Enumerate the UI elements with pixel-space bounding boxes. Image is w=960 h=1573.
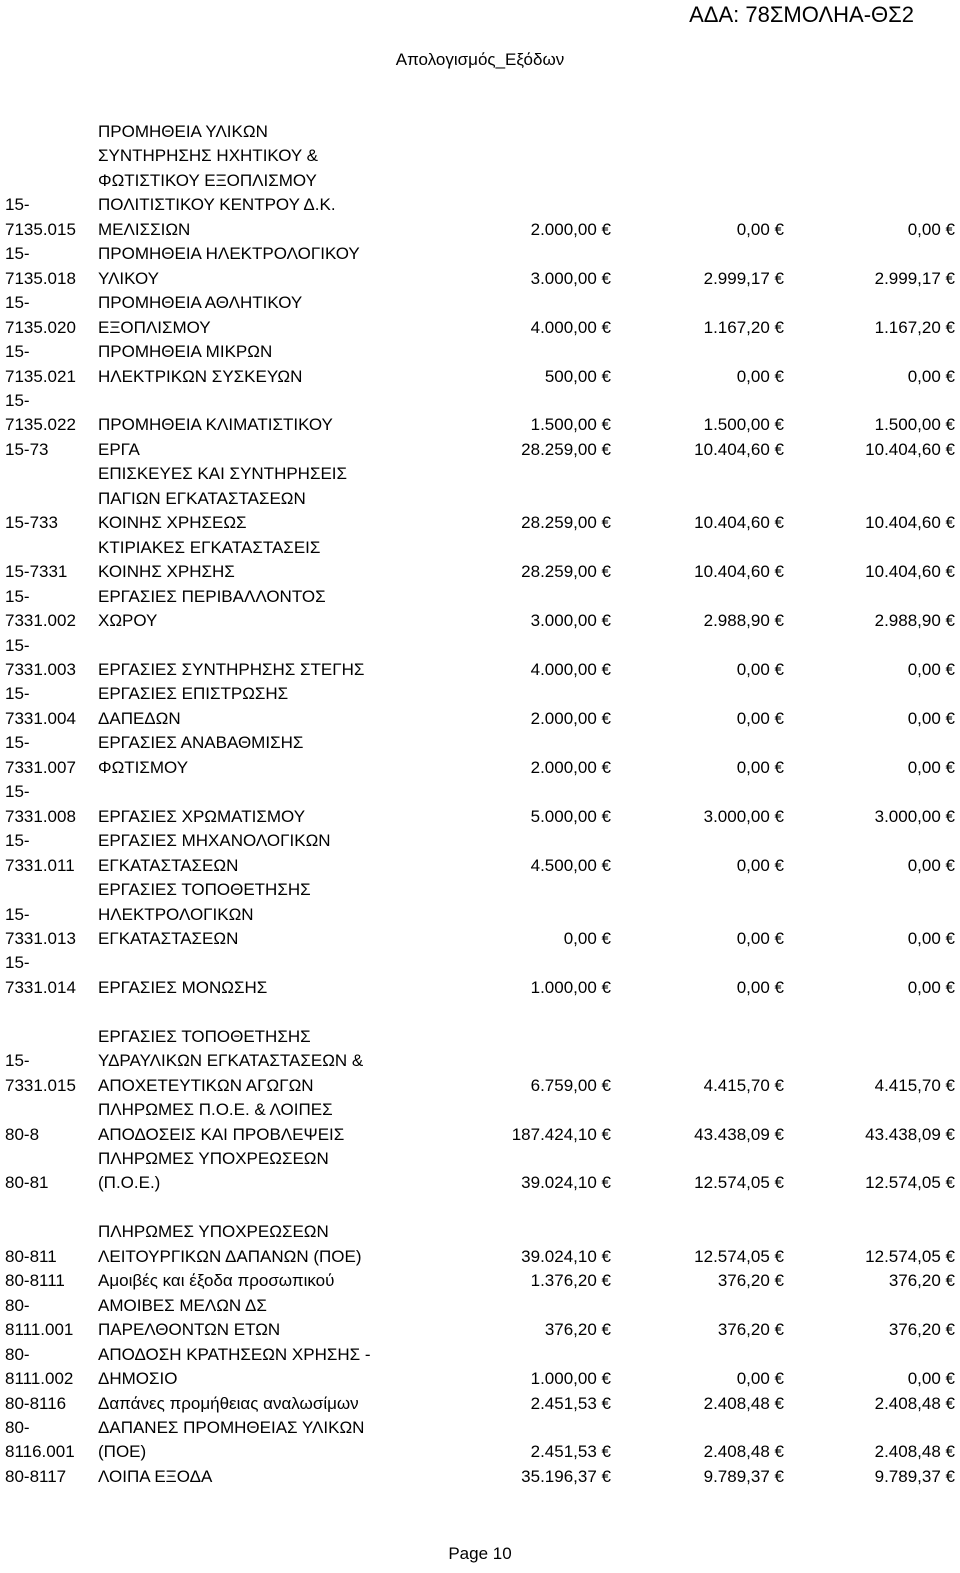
account-description: ΛΟΙΠΑ ΕΞΟΔΑ xyxy=(98,1466,213,1486)
table-row xyxy=(5,1147,955,1196)
commitment-amount: 0,00 € xyxy=(611,829,784,878)
table-row xyxy=(5,1416,955,1465)
table-row xyxy=(5,878,955,951)
ada-code: ΑΔΑ: 78ΣΜΟΛΗΑ-ΘΣ2 xyxy=(689,2,914,27)
account-description: ΚΤΙΡΙΑΚΕΣ ΕΓΚΑΤΑΣΤΑΣΕΙΣ ΚΟΙΝΗΣ ΧΡΗΣΗΣ xyxy=(98,537,321,582)
payment-amount: 2.408,48 € xyxy=(784,1416,955,1465)
budget-amount: 3.000,00 € xyxy=(428,242,611,291)
account-description: ΠΛΗΡΩΜΕΣ ΥΠΟΧΡΕΩΣΕΩΝ (Π.Ο.Ε.) xyxy=(98,1149,329,1193)
table-row xyxy=(5,120,955,242)
budget-amount: 1.000,00 € xyxy=(428,951,611,1000)
account-description: ΕΡΓΑΣΙΕΣ ΠΕΡΙΒΑΛΛΟΝΤΟΣ ΧΩΡΟΥ xyxy=(98,586,326,631)
account-code: 15- 7331.003 xyxy=(5,635,76,679)
account-description: ΕΡΓΑΣΙΕΣ ΤΟΠΟΘΕΤΗΣΗΣ ΥΔΡΑΥΛΙΚΩΝ ΕΓΚΑΤΑΣΤΑΣΕΩΝ & ΑΠΟΧΕΤΕΥΤΙΚΩΝ ΑΓΩΓΩΝ xyxy=(98,1026,364,1095)
table-row xyxy=(5,1098,955,1147)
payment-amount: 0,00 € xyxy=(784,731,955,780)
table-row xyxy=(5,634,955,683)
spacer-row xyxy=(5,1000,955,1024)
table-row xyxy=(5,536,955,585)
account-description: ΕΡΓΑΣΙΕΣ ΧΡΩΜΑΤΙΣΜΟΥ xyxy=(98,806,306,826)
account-description: ΔΑΠΑΝΕΣ ΠΡΟΜΗΘΕΙΑΣ ΥΛΙΚΩΝ (ΠΟΕ) xyxy=(98,1417,365,1462)
account-code: 15- 7135.022 xyxy=(5,390,76,435)
account-description: ΕΡΓΑΣΙΕΣ ΤΟΠΟΘΕΤΗΣΗΣ ΗΛΕΚΤΡΟΛΟΓΙΚΩΝ ΕΓΚΑΤΑΣΤΑΣΕΩΝ xyxy=(98,880,311,948)
account-description: ΕΠΙΣΚΕΥΕΣ ΚΑΙ ΣΥΝΤΗΡΗΣΕΙΣ ΠΑΓΙΩΝ ΕΓΚΑΤΑΣΤΑΣΕΩΝ ΚΟΙΝΗΣ ΧΡΗΣΕΩΣ xyxy=(98,464,348,533)
table-row xyxy=(5,340,955,389)
account-code: 80-811 xyxy=(5,1246,57,1266)
account-code: 15- 7331.007 xyxy=(5,733,76,777)
payment-amount: 0,00 € xyxy=(784,634,955,683)
account-code: 80- 8116.001 xyxy=(5,1417,75,1462)
payment-amount: 9.789,37 € xyxy=(784,1465,955,1489)
payment-amount: 0,00 € xyxy=(784,829,955,878)
table-row xyxy=(5,780,955,829)
spacer-cell xyxy=(5,1196,955,1220)
budget-amount: 4.500,00 € xyxy=(428,829,611,878)
commitment-amount: 9.789,37 € xyxy=(611,1465,784,1489)
account-description: ΠΛΗΡΩΜΕΣ Π.Ο.Ε. & ΛΟΙΠΕΣ ΑΠΟΔΟΣΕΙΣ ΚΑΙ ΠΡΟΒΛΕΨΕΙΣ xyxy=(98,1100,345,1144)
budget-amount: 5.000,00 € xyxy=(428,780,611,829)
budget-amount: 2.451,53 € xyxy=(428,1416,611,1465)
table-row xyxy=(5,462,955,535)
budget-amount: 376,20 € xyxy=(428,1294,611,1343)
account-code: 15-73 xyxy=(5,439,49,459)
account-description: Αμοιβές και έξοδα προσωπικού xyxy=(98,1271,335,1291)
payment-amount: 12.574,05 € xyxy=(784,1220,955,1269)
account-code: 80-8 xyxy=(5,1124,40,1144)
budget-amount: 2.000,00 € xyxy=(428,120,611,242)
account-code: 15- 7331.011 xyxy=(5,831,75,875)
commitment-amount: 2.408,48 € xyxy=(611,1416,784,1465)
budget-amount: 2.451,53 € xyxy=(428,1392,611,1416)
spacer-row xyxy=(5,1196,955,1220)
commitment-amount: 2.999,17 € xyxy=(611,242,784,291)
account-code: 80-8117 xyxy=(5,1466,67,1486)
account-code: 15-733 xyxy=(5,513,58,533)
budget-amount: 6.759,00 € xyxy=(428,1025,611,1098)
account-code: 15- 7135.021 xyxy=(5,342,76,386)
budget-amount: 1.500,00 € xyxy=(428,389,611,438)
account-description: ΠΡΟΜΗΘΕΙΑ ΚΛΙΜΑΤΙΣΤΙΚΟΥ xyxy=(98,415,333,435)
commitment-amount: 0,00 € xyxy=(611,634,784,683)
page-number: Page 10 xyxy=(448,1544,512,1563)
table-row xyxy=(5,1269,955,1293)
account-description: Δαπάνες προμήθειας αναλωσίμων xyxy=(98,1393,359,1413)
payment-amount: 12.574,05 € xyxy=(784,1147,955,1196)
payment-amount: 0,00 € xyxy=(784,951,955,1000)
commitment-amount: 0,00 € xyxy=(611,1343,784,1392)
table-row xyxy=(5,1465,955,1489)
commitment-amount: 376,20 € xyxy=(611,1294,784,1343)
commitment-amount: 376,20 € xyxy=(611,1269,784,1293)
budget-amount: 35.196,37 € xyxy=(428,1465,611,1489)
commitment-amount: 4.415,70 € xyxy=(611,1025,784,1098)
budget-amount: 1.376,20 € xyxy=(428,1269,611,1293)
table-row xyxy=(5,291,955,340)
table-row xyxy=(5,1025,955,1098)
budget-amount: 28.259,00 € xyxy=(428,536,611,585)
account-code: 80- 8111.002 xyxy=(5,1344,74,1389)
table-row xyxy=(5,389,955,438)
payment-amount: 1.167,20 € xyxy=(784,291,955,340)
commitment-amount: 10.404,60 € xyxy=(611,462,784,535)
payment-amount: 2.999,17 € xyxy=(784,242,955,291)
payment-amount: 0,00 € xyxy=(784,878,955,951)
table-row xyxy=(5,242,955,291)
payment-amount: 2.408,48 € xyxy=(784,1392,955,1416)
spacer-cell xyxy=(5,1000,955,1024)
account-description: ΑΠΟΔΟΣΗ ΚΡΑΤΗΣΕΩΝ ΧΡΗΣΗΣ - ΔΗΜΟΣΙΟ xyxy=(98,1344,371,1389)
budget-amount: 500,00 € xyxy=(428,340,611,389)
commitment-amount: 0,00 € xyxy=(611,340,784,389)
table-row xyxy=(5,829,955,878)
payment-amount: 2.988,90 € xyxy=(784,585,955,634)
account-description: ΠΡΟΜΗΘΕΙΑ ΜΙΚΡΩΝ ΗΛΕΚΤΡΙΚΩΝ ΣΥΣΚΕΥΩΝ xyxy=(98,342,303,386)
payment-amount: 43.438,09 € xyxy=(784,1098,955,1147)
account-description: ΠΡΟΜΗΘΕΙΑ ΑΘΛΗΤΙΚΟΥ ΕΞΟΠΛΙΣΜΟΥ xyxy=(98,293,303,337)
account-code: 80- 8111.001 xyxy=(5,1295,74,1340)
commitment-amount: 12.574,05 € xyxy=(611,1147,784,1196)
budget-amount: 4.000,00 € xyxy=(428,291,611,340)
account-code: 80-8116 xyxy=(5,1393,67,1413)
commitment-amount: 43.438,09 € xyxy=(611,1098,784,1147)
account-description: ΕΡΓΑΣΙΕΣ ΜΗΧΑΝΟΛΟΓΙΚΩΝ ΕΓΚΑΤΑΣΤΑΣΕΩΝ xyxy=(98,831,331,875)
account-code: 15- 7331.013 xyxy=(5,904,76,948)
commitment-amount: 12.574,05 € xyxy=(611,1220,784,1269)
budget-amount: 2.000,00 € xyxy=(428,682,611,731)
commitment-amount: 0,00 € xyxy=(611,951,784,1000)
table-row xyxy=(5,1343,955,1392)
budget-amount: 39.024,10 € xyxy=(428,1147,611,1196)
commitment-amount: 2.988,90 € xyxy=(611,585,784,634)
budget-amount: 2.000,00 € xyxy=(428,731,611,780)
payment-amount: 0,00 € xyxy=(784,340,955,389)
account-code: 80-8111 xyxy=(5,1271,65,1291)
account-code: 15- 7331.008 xyxy=(5,782,76,826)
account-description: ΠΛΗΡΩΜΕΣ ΥΠΟΧΡΕΩΣΕΩΝ ΛΕΙΤΟΥΡΓΙΚΩΝ ΔΑΠΑΝΩΝ (ΠΟΕ) xyxy=(98,1222,362,1266)
account-description: ΕΡΓΑΣΙΕΣ ΣΥΝΤΗΡΗΣΗΣ ΣΤΕΓΗΣ xyxy=(98,659,365,679)
budget-amount: 28.259,00 € xyxy=(428,462,611,535)
account-code: 15- 7135.018 xyxy=(5,244,76,288)
commitment-amount: 10.404,60 € xyxy=(611,438,784,462)
commitment-amount: 10.404,60 € xyxy=(611,536,784,585)
account-code: 15- 7331.015 xyxy=(5,1051,76,1095)
account-description: ΠΡΟΜΗΘΕΙΑ ΥΛΙΚΩΝ ΣΥΝΤΗΡΗΣΗΣ ΗΧΗΤΙΚΟΥ & ΦΩΤΙΣΤΙΚΟΥ ΕΞΟΠΛΙΣΜΟΥ ΠΟΛΙΤΙΣΤΙΚΟΥ ΚΕΝΤΡΟΥ Δ.Κ. ΜΕΛΙΣΣΙΩΝ xyxy=(98,122,336,239)
table-row xyxy=(5,682,955,731)
commitment-amount: 0,00 € xyxy=(611,120,784,242)
account-code: 15- 7331.014 xyxy=(5,953,76,997)
payment-amount: 0,00 € xyxy=(784,1343,955,1392)
table-row xyxy=(5,585,955,634)
commitment-amount: 2.408,48 € xyxy=(611,1392,784,1416)
budget-amount: 3.000,00 € xyxy=(428,585,611,634)
account-code: 15- 7135.015 xyxy=(5,195,76,239)
budget-amount: 187.424,10 € xyxy=(428,1098,611,1147)
commitment-amount: 0,00 € xyxy=(611,878,784,951)
commitment-amount: 1.167,20 € xyxy=(611,291,784,340)
payment-amount: 376,20 € xyxy=(784,1269,955,1293)
budget-amount: 28.259,00 € xyxy=(428,438,611,462)
budget-amount: 1.000,00 € xyxy=(428,1343,611,1392)
table-row xyxy=(5,951,955,1000)
payment-amount: 10.404,60 € xyxy=(784,462,955,535)
commitment-amount: 0,00 € xyxy=(611,731,784,780)
table-row xyxy=(5,1220,955,1269)
account-code: 15-7331 xyxy=(5,562,68,582)
commitment-amount: 3.000,00 € xyxy=(611,780,784,829)
table-row xyxy=(5,1392,955,1416)
account-description: ΑΜΟΙΒΕΣ ΜΕΛΩΝ ΔΣ ΠΑΡΕΛΘΟΝΤΩΝ ΕΤΩΝ xyxy=(98,1295,281,1340)
payment-amount: 0,00 € xyxy=(784,120,955,242)
table-row xyxy=(5,1294,955,1343)
document-title: Απολογισμός_Εξόδων xyxy=(395,50,565,69)
commitment-amount: 0,00 € xyxy=(611,682,784,731)
expense-table xyxy=(5,120,955,1489)
budget-amount: 39.024,10 € xyxy=(428,1220,611,1269)
account-description: ΕΡΓΑΣΙΕΣ ΕΠΙΣΤΡΩΣΗΣ ΔΑΠΕΔΩΝ xyxy=(98,684,289,728)
budget-amount: 4.000,00 € xyxy=(428,634,611,683)
budget-amount: 0,00 € xyxy=(428,878,611,951)
account-code: 15- 7135.020 xyxy=(5,293,76,337)
table-row xyxy=(5,731,955,780)
payment-amount: 10.404,60 € xyxy=(784,536,955,585)
payment-amount: 4.415,70 € xyxy=(784,1025,955,1098)
payment-amount: 10.404,60 € xyxy=(784,438,955,462)
account-description: ΕΡΓΑΣΙΕΣ ΜΟΝΩΣΗΣ xyxy=(98,977,268,997)
payment-amount: 376,20 € xyxy=(784,1294,955,1343)
table-row xyxy=(5,438,955,462)
account-description: ΠΡΟΜΗΘΕΙΑ ΗΛΕΚΤΡΟΛΟΓΙΚΟΥ ΥΛΙΚΟΥ xyxy=(98,244,360,288)
account-code: 15- 7331.002 xyxy=(5,586,76,631)
account-code: 15- 7331.004 xyxy=(5,684,76,728)
account-description: ΕΡΓΑ xyxy=(98,439,140,459)
account-code: 80-81 xyxy=(5,1173,49,1193)
commitment-amount: 1.500,00 € xyxy=(611,389,784,438)
payment-amount: 1.500,00 € xyxy=(784,389,955,438)
payment-amount: 3.000,00 € xyxy=(784,780,955,829)
account-description: ΕΡΓΑΣΙΕΣ ΑΝΑΒΑΘΜΙΣΗΣ ΦΩΤΙΣΜΟΥ xyxy=(98,733,304,777)
payment-amount: 0,00 € xyxy=(784,682,955,731)
